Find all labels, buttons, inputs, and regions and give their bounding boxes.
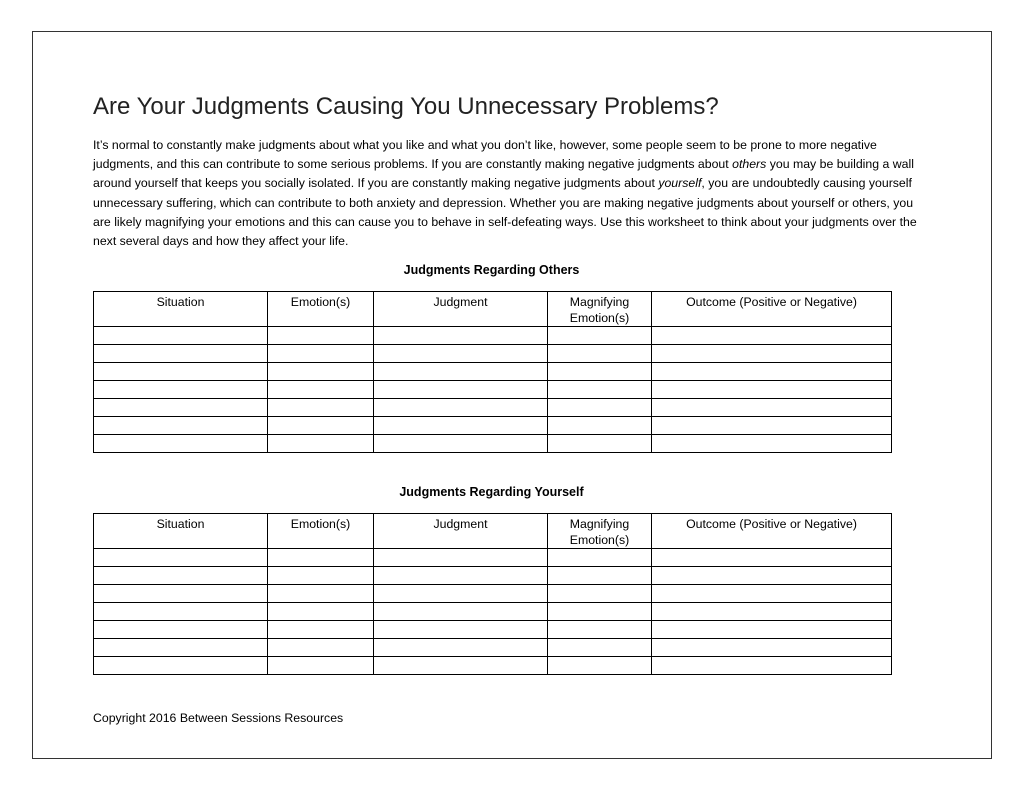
blank-entry-cell[interactable] [268,639,374,657]
header-emotions: Emotion(s) [268,292,374,327]
blank-entry-cell[interactable] [548,567,652,585]
table-header-row [94,514,892,549]
blank-entry-cell[interactable] [94,549,268,567]
blank-entry-cell[interactable] [374,345,548,363]
blank-entry-cell[interactable] [548,381,652,399]
header-emotions: Emotion(s) [268,514,374,549]
blank-entry-cell[interactable] [374,381,548,399]
table-row [94,567,892,585]
blank-entry-cell[interactable] [374,435,548,453]
blank-entry-cell[interactable] [268,363,374,381]
judgments-yourself-table [93,513,892,675]
blank-entry-cell[interactable] [94,435,268,453]
header-situation: Situation [94,292,268,327]
header-judgment: Judgment [374,292,548,327]
table-row [94,621,892,639]
blank-entry-cell[interactable] [268,435,374,453]
blank-entry-cell[interactable] [374,621,548,639]
blank-entry-cell[interactable] [652,345,892,363]
table-row [94,345,892,363]
blank-entry-cell[interactable] [652,549,892,567]
blank-entry-cell[interactable] [268,621,374,639]
blank-entry-cell[interactable] [268,345,374,363]
table-row [94,363,892,381]
blank-entry-cell[interactable] [374,603,548,621]
blank-entry-cell[interactable] [652,363,892,381]
intro-text-3: , you are undoubtedly causing yourself unnecessary suffering, which can contribute to both anxiety and depression. Whether you are making negative judgments about yourself or others, you are likely magnifying your emotions and this can cause you to behave in self-defeating ways. Use this worksheet to think about your judgments over the next several days and how they affect your life. [93,176,917,249]
blank-entry-cell[interactable] [94,639,268,657]
table-row [94,549,892,567]
intro-emphasis-yourself: yourself [658,176,702,191]
blank-entry-cell[interactable] [374,417,548,435]
header-magnifying-emotions: Magnifying Emotion(s) [548,292,652,327]
blank-entry-cell[interactable] [94,657,268,675]
blank-entry-cell[interactable] [268,603,374,621]
blank-entry-cell[interactable] [94,417,268,435]
blank-entry-cell[interactable] [94,567,268,585]
blank-entry-cell[interactable] [374,657,548,675]
copyright-footer: Copyright 2016 Between Sessions Resources [93,711,344,725]
table-row [94,603,892,621]
blank-entry-cell[interactable] [374,327,548,345]
judgments-others-table [93,291,892,453]
intro-text-2: you may be building a wall around yourself that keeps you socially isolated. If you are constantly making negative judgments about [93,157,914,191]
table-row [94,327,892,345]
table-row [94,585,892,603]
blank-entry-cell[interactable] [268,657,374,675]
table-row [94,417,892,435]
table-row [94,657,892,675]
intro-emphasis-others: others [732,157,767,172]
blank-entry-cell[interactable] [548,657,652,675]
blank-entry-cell[interactable] [268,327,374,345]
page-title: Are Your Judgments Causing You Unnecessary Problems? [93,93,719,120]
blank-entry-cell[interactable] [94,585,268,603]
header-situation: Situation [94,514,268,549]
blank-entry-cell[interactable] [548,345,652,363]
table-title-yourself: Judgments Regarding Yourself [399,485,584,499]
blank-entry-cell[interactable] [94,327,268,345]
blank-entry-cell[interactable] [548,549,652,567]
blank-entry-cell[interactable] [94,345,268,363]
blank-entry-cell[interactable] [652,435,892,453]
blank-entry-cell[interactable] [548,603,652,621]
blank-entry-cell[interactable] [268,549,374,567]
blank-entry-cell[interactable] [268,417,374,435]
blank-entry-cell[interactable] [652,639,892,657]
blank-entry-cell[interactable] [94,381,268,399]
blank-entry-cell[interactable] [374,363,548,381]
header-outcome: Outcome (Positive or Negative) [652,292,892,327]
header-magnifying-emotions: Magnifying Emotion(s) [548,514,652,549]
blank-entry-cell[interactable] [548,399,652,417]
blank-entry-cell[interactable] [548,435,652,453]
table-title-others: Judgments Regarding Others [403,263,580,277]
blank-entry-cell[interactable] [548,621,652,639]
blank-entry-cell[interactable] [268,399,374,417]
header-outcome: Outcome (Positive or Negative) [652,514,892,549]
blank-entry-cell[interactable] [94,363,268,381]
blank-entry-cell[interactable] [374,639,548,657]
table-row [94,639,892,657]
blank-entry-cell[interactable] [652,657,892,675]
blank-entry-cell[interactable] [548,363,652,381]
blank-entry-cell[interactable] [268,567,374,585]
table-row [94,399,892,417]
blank-entry-cell[interactable] [94,399,268,417]
blank-entry-cell[interactable] [268,381,374,399]
table-row [94,435,892,453]
blank-entry-cell[interactable] [652,621,892,639]
header-judgment: Judgment [374,514,548,549]
blank-entry-cell[interactable] [374,549,548,567]
blank-entry-cell[interactable] [548,417,652,435]
blank-entry-cell[interactable] [652,417,892,435]
intro-text-1: It’s normal to constantly make judgments about what you like and what you don’t like, however, some people seem to be prone to more negative judgments, and this can contribute to some serious problems. If you are constantly making negative judgments about [93,138,877,172]
intro-paragraph [93,136,923,251]
blank-entry-cell[interactable] [374,567,548,585]
blank-entry-cell[interactable] [652,585,892,603]
blank-entry-cell[interactable] [548,327,652,345]
blank-entry-cell[interactable] [652,567,892,585]
blank-entry-cell[interactable] [652,327,892,345]
blank-entry-cell[interactable] [94,603,268,621]
blank-entry-cell[interactable] [652,603,892,621]
blank-entry-cell[interactable] [374,585,548,603]
table-row [94,381,892,399]
blank-entry-cell[interactable] [548,639,652,657]
blank-entry-cell[interactable] [94,621,268,639]
blank-entry-cell[interactable] [268,585,374,603]
blank-entry-cell[interactable] [374,399,548,417]
blank-entry-cell[interactable] [652,381,892,399]
blank-entry-cell[interactable] [548,585,652,603]
table-header-row [94,292,892,327]
blank-entry-cell[interactable] [652,399,892,417]
